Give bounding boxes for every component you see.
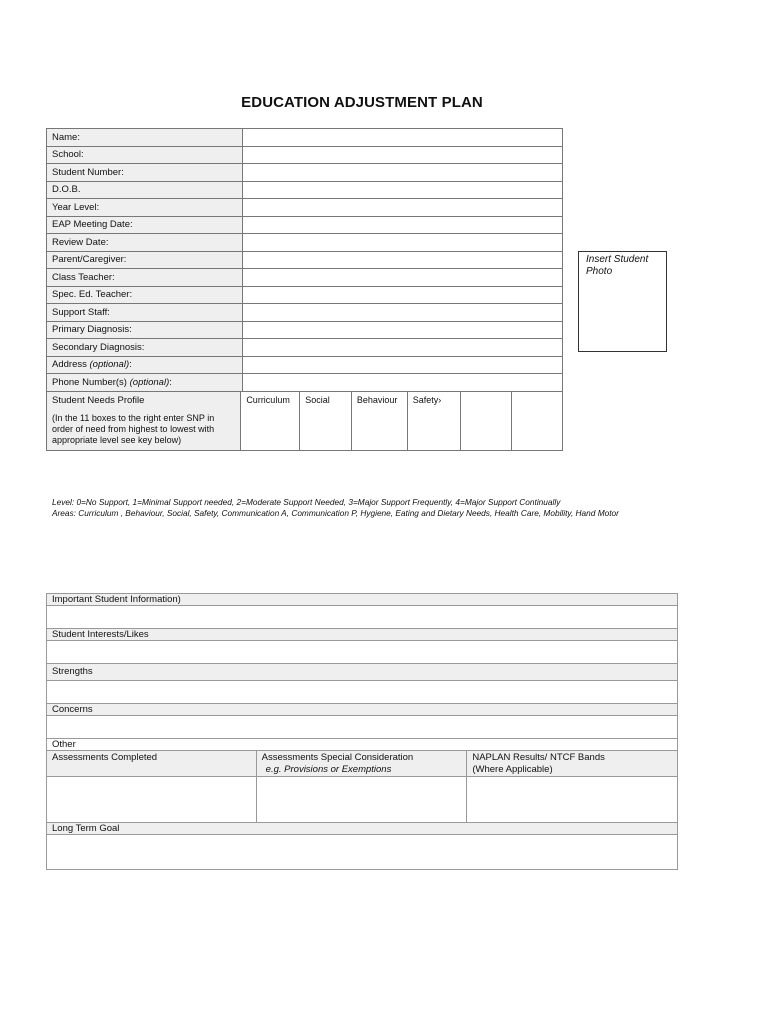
important-info-heading: Important Student Information) <box>47 594 678 606</box>
concerns-heading: Concerns <box>47 704 678 716</box>
info-row-label <box>47 199 243 217</box>
info-label-text: School: <box>52 149 84 161</box>
info-row-value[interactable] <box>243 234 563 252</box>
info-optional-text: (optional) <box>89 359 130 371</box>
snp-heading: Student Needs Profile <box>52 395 145 406</box>
student-photo-box[interactable] <box>578 251 667 352</box>
info-row <box>47 234 563 252</box>
info-label-text: EAP Meeting Date: <box>52 219 133 231</box>
info-label-text: Secondary Diagnosis: <box>52 341 145 353</box>
info-row <box>47 321 563 339</box>
info-row-label <box>47 356 243 374</box>
student-information-table <box>46 593 678 870</box>
student-details-table <box>46 128 563 392</box>
info-row-value[interactable] <box>243 129 563 147</box>
info-row-value[interactable] <box>243 251 563 269</box>
info-label-text: D.O.B. <box>52 184 81 196</box>
info-label-text: Address <box>52 359 87 371</box>
strengths-field[interactable] <box>47 681 678 704</box>
page-title: EDUCATION ADJUSTMENT PLAN <box>241 94 483 111</box>
important-info-field[interactable] <box>47 606 678 629</box>
assessments-completed-field[interactable] <box>47 777 257 823</box>
info-row-label <box>47 234 243 252</box>
info-row <box>47 374 563 392</box>
info-label-text: Phone Number(s) <box>52 376 127 388</box>
info-row-label <box>47 129 243 147</box>
level-key-areas: Areas: Curriculum , Behaviour, Social, Safety, Communication A, Communication P, Hygiene, Eating and Dietary Needs, Health Care, Mobility, Hand Motor <box>52 507 619 518</box>
info-row-label <box>47 164 243 182</box>
info-row-value[interactable] <box>243 216 563 234</box>
info-row <box>47 129 563 147</box>
info-row-label <box>47 216 243 234</box>
info-row <box>47 286 563 304</box>
snp-instructions: (In the 11 boxes to the right enter SNP in order of need from highest to lowest with appropriate level see key below) <box>52 412 215 446</box>
interests-heading: Student Interests/Likes <box>47 629 678 641</box>
info-suffix-text: : <box>169 376 172 388</box>
info-row-value[interactable] <box>243 321 563 339</box>
snp-box-5[interactable] <box>460 392 511 451</box>
info-row-label <box>47 286 243 304</box>
info-row <box>47 181 563 199</box>
info-label-text: Student Number: <box>52 166 124 178</box>
info-label-text: Class Teacher: <box>52 271 115 283</box>
info-row-label <box>47 251 243 269</box>
naplan-field[interactable] <box>467 777 678 823</box>
info-row <box>47 216 563 234</box>
info-row-label <box>47 304 243 322</box>
snp-box-3[interactable]: Behaviour <box>351 392 407 451</box>
info-row-value[interactable] <box>243 356 563 374</box>
naplan-sub: (Where Applicable) <box>472 764 553 775</box>
info-row-value[interactable] <box>243 164 563 182</box>
info-row <box>47 164 563 182</box>
info-row <box>47 199 563 217</box>
level-key <box>52 497 692 518</box>
assessments-completed-label: Assessments Completed <box>52 752 158 763</box>
info-label-text: Spec. Ed. Teacher: <box>52 289 133 301</box>
student-needs-profile <box>46 391 563 451</box>
other-heading: Other <box>47 739 678 751</box>
info-suffix-text: : <box>129 359 132 371</box>
info-optional-text: (optional) <box>129 376 170 388</box>
long-term-goal-heading: Long Term Goal <box>47 823 678 835</box>
info-row-value[interactable] <box>243 286 563 304</box>
snp-box-1[interactable]: Curriculum <box>241 392 300 451</box>
info-row-value[interactable] <box>243 374 563 392</box>
info-label-text: Parent/Caregiver: <box>52 254 127 266</box>
info-row-value[interactable] <box>243 181 563 199</box>
info-row-label <box>47 181 243 199</box>
info-label-text: Review Date: <box>52 236 109 248</box>
info-row <box>47 251 563 269</box>
info-row-value[interactable] <box>243 339 563 357</box>
info-row-value[interactable] <box>243 269 563 287</box>
special-consideration-label: Assessments Special Consideration <box>261 752 414 763</box>
info-label-text: Support Staff: <box>52 306 110 318</box>
info-label-text: Name: <box>52 131 80 143</box>
info-row-label <box>47 146 243 164</box>
snp-box-6[interactable] <box>511 392 562 451</box>
info-row <box>47 356 563 374</box>
naplan-label: NAPLAN Results/ NTCF Bands <box>472 752 605 763</box>
assessments-completed-heading <box>47 751 257 777</box>
info-row <box>47 304 563 322</box>
snp-box-4[interactable]: Safety› <box>407 392 460 451</box>
info-row-value[interactable] <box>243 146 563 164</box>
info-row-label <box>47 321 243 339</box>
info-row <box>47 146 563 164</box>
info-row <box>47 269 563 287</box>
info-row <box>47 339 563 357</box>
info-row-label <box>47 269 243 287</box>
info-row-value[interactable] <box>243 304 563 322</box>
snp-label-cell <box>47 392 241 451</box>
snp-box-2[interactable]: Social <box>300 392 352 451</box>
info-row-label <box>47 339 243 357</box>
special-consideration-sub: e.g. Provisions or Exemptions <box>265 764 392 775</box>
level-key-levels: Level: 0=No Support, 1=Minimal Support needed, 2=Moderate Support Needed, 3=Major Support Frequently, 4=Major Support Continually <box>52 497 561 507</box>
strengths-heading: Strengths <box>47 664 678 681</box>
photo-placeholder-label: Insert Student Photo <box>586 254 649 277</box>
long-term-goal-field[interactable] <box>47 835 678 870</box>
naplan-heading <box>467 751 678 777</box>
concerns-field[interactable] <box>47 716 678 739</box>
special-consideration-field[interactable] <box>256 777 467 823</box>
info-label-text: Primary Diagnosis: <box>52 324 132 336</box>
info-label-text: Year Level: <box>52 201 100 213</box>
info-row-label <box>47 374 243 392</box>
special-consideration-heading <box>256 751 467 777</box>
interests-field[interactable] <box>47 641 678 664</box>
info-row-value[interactable] <box>243 199 563 217</box>
